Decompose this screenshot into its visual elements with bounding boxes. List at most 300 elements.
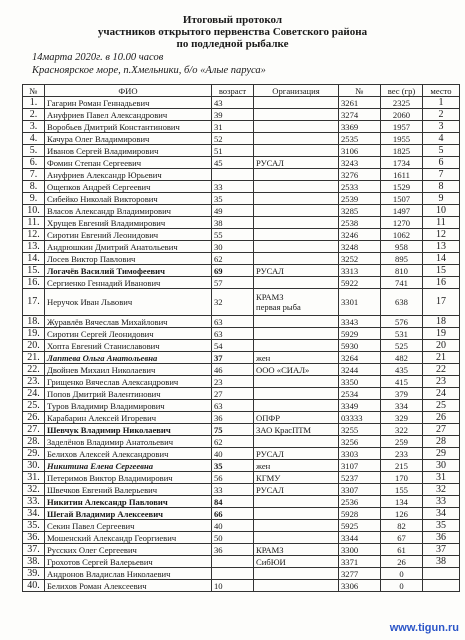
row-age: 10 xyxy=(212,580,254,592)
table-row xyxy=(23,508,460,520)
row-place: 2 xyxy=(423,109,460,121)
table-row xyxy=(23,121,460,133)
row-number: 6. xyxy=(23,157,45,169)
row-age: 69 xyxy=(212,265,254,277)
row-organization: КГМУ xyxy=(254,472,339,484)
row-registration-number: 3248 xyxy=(339,241,381,253)
row-age: 54 xyxy=(212,340,254,352)
row-organization xyxy=(254,436,339,448)
row-number: 25. xyxy=(23,400,45,412)
row-place: 12 xyxy=(423,229,460,241)
row-place: 38 xyxy=(423,556,460,568)
row-age: 75 xyxy=(212,424,254,436)
row-fio: Секин Павел Сергеевич xyxy=(45,520,212,532)
row-fio: Воробьев Дмитрий Константинович xyxy=(45,121,212,133)
row-registration-number: 3303 xyxy=(339,448,381,460)
row-number: 14. xyxy=(23,253,45,265)
row-age: 33 xyxy=(212,484,254,496)
header-organization: Организация xyxy=(254,85,339,97)
row-registration-number: 3255 xyxy=(339,424,381,436)
table-row xyxy=(23,265,460,277)
row-age: 63 xyxy=(212,316,254,328)
row-place: 1 xyxy=(423,97,460,109)
row-weight: 482 xyxy=(381,352,423,364)
row-number: 37. xyxy=(23,544,45,556)
row-number: 16. xyxy=(23,277,45,289)
table-row xyxy=(23,424,460,436)
row-fio: Мошенский Александр Георгиевич xyxy=(45,532,212,544)
row-age: 55 xyxy=(212,229,254,241)
table-row xyxy=(23,412,460,424)
row-place: 29 xyxy=(423,448,460,460)
table-row xyxy=(23,448,460,460)
table-row xyxy=(23,436,460,448)
header-weight: вес (гр) xyxy=(381,85,423,97)
row-age xyxy=(212,556,254,568)
row-age xyxy=(212,169,254,181)
row-weight: 638 xyxy=(381,289,423,316)
row-weight: 334 xyxy=(381,400,423,412)
row-age: 32 xyxy=(212,289,254,316)
header-registration-number: № xyxy=(339,85,381,97)
table-row xyxy=(23,376,460,388)
row-age: 35 xyxy=(212,193,254,205)
row-number: 19. xyxy=(23,328,45,340)
row-number: 30. xyxy=(23,460,45,472)
row-age: 40 xyxy=(212,520,254,532)
table-row xyxy=(23,157,460,169)
row-fio: Иванов Сергей Владимирович xyxy=(45,145,212,157)
row-place: 7 xyxy=(423,169,460,181)
row-weight: 170 xyxy=(381,472,423,484)
row-weight: 741 xyxy=(381,277,423,289)
row-number: 17. xyxy=(23,289,45,316)
results-table xyxy=(22,84,460,592)
row-organization xyxy=(254,400,339,412)
row-fio: Лаптева Ольга Анатольевна xyxy=(45,352,212,364)
row-place xyxy=(423,580,460,592)
row-age: 31 xyxy=(212,121,254,133)
row-place: 11 xyxy=(423,217,460,229)
row-number: 2. xyxy=(23,109,45,121)
row-place: 22 xyxy=(423,364,460,376)
row-registration-number: 3313 xyxy=(339,265,381,277)
table-row xyxy=(23,217,460,229)
row-place: 5 xyxy=(423,145,460,157)
row-place: 21 xyxy=(423,352,460,364)
row-fio: Русских Олег Сергеевич xyxy=(45,544,212,556)
row-fio: Неручок Иван Львович xyxy=(45,289,212,316)
row-organization: РУСАЛ xyxy=(254,448,339,460)
row-organization xyxy=(254,388,339,400)
row-weight: 329 xyxy=(381,412,423,424)
row-place: 17 xyxy=(423,289,460,316)
row-place: 26 xyxy=(423,412,460,424)
event-date: 14марта 2020г. в 10.00 часов xyxy=(32,52,164,63)
row-number: 18. xyxy=(23,316,45,328)
row-organization xyxy=(254,316,339,328)
row-weight: 134 xyxy=(381,496,423,508)
row-fio: Логачёв Василий Тимофеевич xyxy=(45,265,212,277)
row-number: 35. xyxy=(23,520,45,532)
row-number: 13. xyxy=(23,241,45,253)
row-place: 15 xyxy=(423,265,460,277)
row-weight: 1955 xyxy=(381,133,423,145)
row-fio: Ануфриев Павел Александрович xyxy=(45,109,212,121)
row-number: 15. xyxy=(23,265,45,277)
row-organization: РУСАЛ xyxy=(254,484,339,496)
row-fio: Белихов Алексей Александрович xyxy=(45,448,212,460)
table-row xyxy=(23,109,460,121)
row-number: 4. xyxy=(23,133,45,145)
row-place: 3 xyxy=(423,121,460,133)
row-organization: жен xyxy=(254,460,339,472)
row-weight: 895 xyxy=(381,253,423,265)
table-row xyxy=(23,460,460,472)
row-place: 20 xyxy=(423,340,460,352)
row-fio: Хопта Евгений Станиславович xyxy=(45,340,212,352)
table-row xyxy=(23,97,460,109)
row-fio: Шегай Владимир Алексеевич xyxy=(45,508,212,520)
row-age: 38 xyxy=(212,217,254,229)
row-place: 14 xyxy=(423,253,460,265)
row-weight: 1270 xyxy=(381,217,423,229)
row-registration-number: 2536 xyxy=(339,496,381,508)
row-number: 29. xyxy=(23,448,45,460)
row-organization: РУСАЛ xyxy=(254,157,339,169)
row-number: 39. xyxy=(23,568,45,580)
row-age: 62 xyxy=(212,436,254,448)
row-age: 36 xyxy=(212,544,254,556)
row-fio: Попов Дмитрий Валентинович xyxy=(45,388,212,400)
row-number: 22. xyxy=(23,364,45,376)
row-weight: 1957 xyxy=(381,121,423,133)
row-age: 27 xyxy=(212,388,254,400)
row-place: 32 xyxy=(423,484,460,496)
row-organization xyxy=(254,133,339,145)
row-age: 62 xyxy=(212,253,254,265)
table-row xyxy=(23,388,460,400)
row-fio: Ощепков Андрей Сергеевич xyxy=(45,181,212,193)
row-organization xyxy=(254,241,339,253)
row-registration-number: 3307 xyxy=(339,484,381,496)
row-age: 56 xyxy=(212,472,254,484)
table-row xyxy=(23,520,460,532)
row-organization xyxy=(254,181,339,193)
table-row xyxy=(23,532,460,544)
row-weight: 0 xyxy=(381,568,423,580)
table-row xyxy=(23,328,460,340)
row-place: 8 xyxy=(423,181,460,193)
row-place: 10 xyxy=(423,205,460,217)
row-registration-number: 3246 xyxy=(339,229,381,241)
row-fio: Грохотов Сергей Валерьевич xyxy=(45,556,212,568)
row-fio: Швечков Евгений Валерьевич xyxy=(45,484,212,496)
row-fio: Гагарин Роман Геннадьевич xyxy=(45,97,212,109)
row-organization xyxy=(254,109,339,121)
row-number: 27. xyxy=(23,424,45,436)
row-fio: Сибейко Николай Викторович xyxy=(45,193,212,205)
document-subtitle: участников открытого первенства Советского района xyxy=(97,26,368,38)
row-organization xyxy=(254,496,339,508)
row-number: 38. xyxy=(23,556,45,568)
row-number: 21. xyxy=(23,352,45,364)
row-place: 19 xyxy=(423,328,460,340)
row-registration-number: 2533 xyxy=(339,181,381,193)
row-weight: 810 xyxy=(381,265,423,277)
row-fio: Андрюшкин Дмитрий Анатольевич xyxy=(45,241,212,253)
row-organization xyxy=(254,217,339,229)
row-registration-number: 3300 xyxy=(339,544,381,556)
table-row xyxy=(23,580,460,592)
row-organization xyxy=(254,289,339,316)
row-age: 36 xyxy=(212,412,254,424)
row-number: 36. xyxy=(23,532,45,544)
row-registration-number: 3369 xyxy=(339,121,381,133)
row-age: 39 xyxy=(212,109,254,121)
row-fio: Лосев Виктор Павлович xyxy=(45,253,212,265)
row-fio: Двойнев Михаил Николаевич xyxy=(45,364,212,376)
table-row xyxy=(23,316,460,328)
row-organization: СибЮИ xyxy=(254,556,339,568)
row-fio: Шевчук Владимир Николаевич xyxy=(45,424,212,436)
row-organization xyxy=(254,97,339,109)
row-weight: 1611 xyxy=(381,169,423,181)
row-number: 24. xyxy=(23,388,45,400)
row-weight: 1497 xyxy=(381,205,423,217)
row-weight: 1062 xyxy=(381,229,423,241)
row-organization-line: КРАМЗ xyxy=(256,292,284,302)
row-organization: ОПФР xyxy=(254,412,339,424)
row-age: 49 xyxy=(212,205,254,217)
row-organization: ООО «СИАЛ» xyxy=(254,364,339,376)
row-registration-number: 3301 xyxy=(339,289,381,316)
row-fio: Сергиенко Геннадий Иванович xyxy=(45,277,212,289)
row-number: 5. xyxy=(23,145,45,157)
table-row xyxy=(23,340,460,352)
row-weight: 2325 xyxy=(381,97,423,109)
row-weight: 525 xyxy=(381,340,423,352)
table-row xyxy=(23,181,460,193)
row-organization xyxy=(254,568,339,580)
row-number: 32. xyxy=(23,484,45,496)
table-row xyxy=(23,352,460,364)
row-registration-number: 3276 xyxy=(339,169,381,181)
row-number: 12. xyxy=(23,229,45,241)
row-place: 9 xyxy=(423,193,460,205)
row-organization xyxy=(254,121,339,133)
row-organization xyxy=(254,145,339,157)
header-place: место xyxy=(423,85,460,97)
row-organization: РУСАЛ xyxy=(254,265,339,277)
row-fio: Никитина Елена Сергеевна xyxy=(45,460,212,472)
row-place: 13 xyxy=(423,241,460,253)
row-registration-number: 5925 xyxy=(339,520,381,532)
row-organization-note: первая рыба xyxy=(256,302,301,312)
row-registration-number: 5929 xyxy=(339,328,381,340)
row-fio: Хрущев Евгений Владимирович xyxy=(45,217,212,229)
row-registration-number: 3264 xyxy=(339,352,381,364)
row-registration-number: 3107 xyxy=(339,460,381,472)
row-fio: Никитин Александр Павлович xyxy=(45,496,212,508)
row-place: 4 xyxy=(423,133,460,145)
row-organization xyxy=(254,253,339,265)
table-row xyxy=(23,496,460,508)
row-place: 24 xyxy=(423,388,460,400)
table-row xyxy=(23,289,460,316)
row-registration-number: 3350 xyxy=(339,376,381,388)
row-age: 37 xyxy=(212,352,254,364)
row-registration-number: 2538 xyxy=(339,217,381,229)
row-registration-number: 3371 xyxy=(339,556,381,568)
row-fio: Белихов Роман Алексеевич xyxy=(45,580,212,592)
row-age: 63 xyxy=(212,400,254,412)
row-fio: Качура Олег Владимирович xyxy=(45,133,212,145)
table-row xyxy=(23,205,460,217)
row-weight: 2060 xyxy=(381,109,423,121)
site-watermark: www.tigun.ru xyxy=(389,622,459,634)
row-registration-number: 3106 xyxy=(339,145,381,157)
row-number: 23. xyxy=(23,376,45,388)
row-number: 1. xyxy=(23,97,45,109)
row-registration-number: 5930 xyxy=(339,340,381,352)
row-organization xyxy=(254,508,339,520)
row-registration-number: 3349 xyxy=(339,400,381,412)
row-organization xyxy=(254,193,339,205)
row-fio: Карабарин Алексей Игоревич xyxy=(45,412,212,424)
row-age: 30 xyxy=(212,241,254,253)
row-age: 51 xyxy=(212,145,254,157)
row-weight: 233 xyxy=(381,448,423,460)
row-place: 31 xyxy=(423,472,460,484)
row-number: 33. xyxy=(23,496,45,508)
row-registration-number: 2534 xyxy=(339,388,381,400)
row-organization xyxy=(254,340,339,352)
row-number: 10. xyxy=(23,205,45,217)
row-place: 37 xyxy=(423,544,460,556)
document-title: Итоговый протокол xyxy=(182,14,283,26)
row-weight: 322 xyxy=(381,424,423,436)
row-age: 46 xyxy=(212,364,254,376)
row-number: 8. xyxy=(23,181,45,193)
row-registration-number: 5922 xyxy=(339,277,381,289)
row-organization xyxy=(254,376,339,388)
event-place: Красноярское море, п.Хмельники, б/о «Алые паруса» xyxy=(32,65,266,76)
table-row xyxy=(23,484,460,496)
table-row xyxy=(23,253,460,265)
row-registration-number: 3256 xyxy=(339,436,381,448)
row-registration-number: 3343 xyxy=(339,316,381,328)
row-place: 23 xyxy=(423,376,460,388)
table-row xyxy=(23,544,460,556)
row-place: 36 xyxy=(423,532,460,544)
row-organization xyxy=(254,520,339,532)
row-registration-number: 3261 xyxy=(339,97,381,109)
row-number: 7. xyxy=(23,169,45,181)
row-organization xyxy=(254,229,339,241)
row-fio: Петеримов Виктор Владимирович xyxy=(45,472,212,484)
row-number: 9. xyxy=(23,193,45,205)
row-fio: Грищенко Вячеслав Александрович xyxy=(45,376,212,388)
table-header-row xyxy=(23,85,460,97)
row-weight: 531 xyxy=(381,328,423,340)
row-organization xyxy=(254,277,339,289)
row-age: 50 xyxy=(212,532,254,544)
row-weight: 61 xyxy=(381,544,423,556)
row-number: 26. xyxy=(23,412,45,424)
table-row xyxy=(23,229,460,241)
row-place xyxy=(423,568,460,580)
row-age: 40 xyxy=(212,448,254,460)
row-number: 34. xyxy=(23,508,45,520)
row-place: 16 xyxy=(423,277,460,289)
row-number: 20. xyxy=(23,340,45,352)
row-weight: 1825 xyxy=(381,145,423,157)
row-age: 57 xyxy=(212,277,254,289)
row-weight: 1734 xyxy=(381,157,423,169)
row-fio: Туров Владимир Владимирович xyxy=(45,400,212,412)
row-organization xyxy=(254,328,339,340)
row-number: 11. xyxy=(23,217,45,229)
row-place: 30 xyxy=(423,460,460,472)
row-place: 34 xyxy=(423,508,460,520)
row-age: 33 xyxy=(212,181,254,193)
table-row xyxy=(23,568,460,580)
row-weight: 435 xyxy=(381,364,423,376)
row-fio: Андронов Владислав Николаевич xyxy=(45,568,212,580)
row-registration-number: 3244 xyxy=(339,364,381,376)
table-row xyxy=(23,472,460,484)
row-organization: жен xyxy=(254,352,339,364)
row-weight: 1529 xyxy=(381,181,423,193)
row-age: 43 xyxy=(212,97,254,109)
row-weight: 126 xyxy=(381,508,423,520)
row-age: 23 xyxy=(212,376,254,388)
row-age: 45 xyxy=(212,157,254,169)
table-body xyxy=(23,97,460,592)
row-age: 84 xyxy=(212,496,254,508)
row-registration-number: 3344 xyxy=(339,532,381,544)
row-organization xyxy=(254,169,339,181)
header-age: возраст xyxy=(212,85,254,97)
document-subtitle-2: по подледной рыбалке xyxy=(176,38,289,50)
row-registration-number: 3274 xyxy=(339,109,381,121)
row-organization: КРАМЗ xyxy=(254,544,339,556)
table-row xyxy=(23,556,460,568)
row-age: 63 xyxy=(212,328,254,340)
row-registration-number: 3277 xyxy=(339,568,381,580)
row-age: 52 xyxy=(212,133,254,145)
row-weight: 155 xyxy=(381,484,423,496)
row-number: 31. xyxy=(23,472,45,484)
row-fio: Журавлёв Вячеслав Михайлович xyxy=(45,316,212,328)
table-row xyxy=(23,145,460,157)
row-registration-number: 3243 xyxy=(339,157,381,169)
row-fio: Фомин Степан Сергеевич xyxy=(45,157,212,169)
row-weight: 26 xyxy=(381,556,423,568)
table-row xyxy=(23,193,460,205)
header-fio: ФИО xyxy=(45,85,212,97)
row-place: 18 xyxy=(423,316,460,328)
row-weight: 415 xyxy=(381,376,423,388)
row-registration-number: 3285 xyxy=(339,205,381,217)
row-place: 6 xyxy=(423,157,460,169)
row-place: 35 xyxy=(423,520,460,532)
row-fio: Заделёнов Владимир Анатольевич xyxy=(45,436,212,448)
row-registration-number: 2535 xyxy=(339,133,381,145)
row-number: 40. xyxy=(23,580,45,592)
row-registration-number: 5237 xyxy=(339,472,381,484)
